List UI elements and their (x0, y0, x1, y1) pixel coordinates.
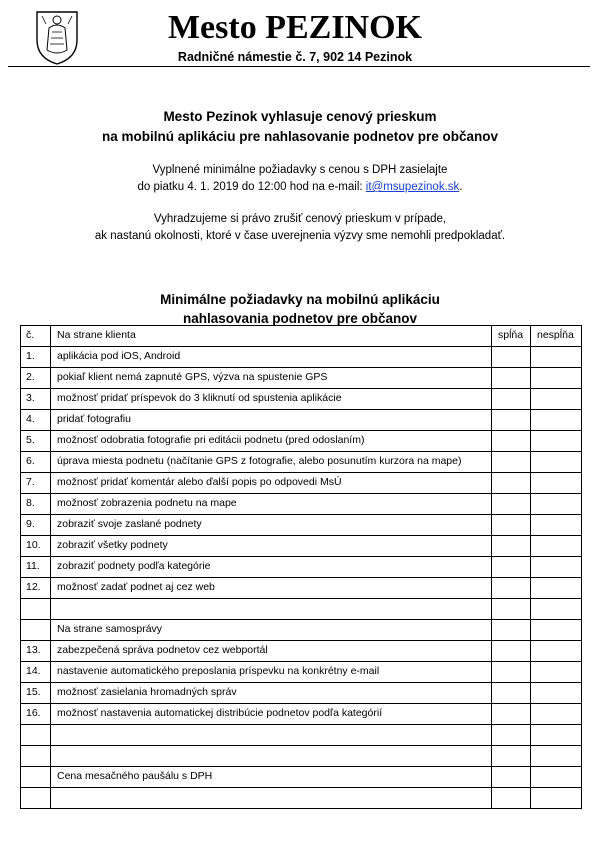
fulfills-cell[interactable] (492, 347, 531, 368)
table-row (21, 641, 582, 662)
reservation-line-2: ak nastanú okolnosti, ktoré v čase uverejnenia výzvy sme nemohli predpokladať. (94, 230, 506, 242)
row-number (21, 767, 51, 788)
row-number: 13. (21, 641, 51, 662)
row-requirement: zabezpečená správa podnetov cez webportál (51, 641, 492, 662)
row-number: 1. (21, 347, 51, 368)
fulfills-cell[interactable] (492, 788, 531, 809)
table-row (21, 473, 582, 494)
table-row (21, 704, 582, 725)
fulfills-cell[interactable] (492, 431, 531, 452)
row-number: 11. (21, 557, 51, 578)
fulfills-cell[interactable] (492, 725, 531, 746)
fulfills-cell[interactable] (492, 557, 531, 578)
table-row (21, 452, 582, 473)
table-row (21, 788, 582, 809)
row-requirement: možnosť pridať príspevok do 3 kliknutí od spustenia aplikácie (51, 389, 492, 410)
row-requirement (51, 599, 492, 620)
fulfills-cell[interactable] (492, 389, 531, 410)
row-number: 15. (21, 683, 51, 704)
row-number (21, 746, 51, 767)
not-fulfills-cell[interactable] (531, 557, 582, 578)
header-divider (8, 66, 590, 67)
table-row (21, 767, 582, 788)
not-fulfills-cell[interactable] (531, 452, 582, 473)
not-fulfills-cell[interactable] (531, 788, 582, 809)
table-row (21, 515, 582, 536)
row-number: 10. (21, 536, 51, 557)
row-requirement (51, 725, 492, 746)
submission-paragraph (20, 162, 580, 196)
row-number: 2. (21, 368, 51, 389)
row-requirement: nastavenie automatického preposlania príspevku na konkrétny e-mail (51, 662, 492, 683)
table-row (21, 494, 582, 515)
header-not-fulfills: nespĺňa (531, 326, 582, 347)
table-row (21, 536, 582, 557)
header-client-side: Na strane klienta (51, 326, 492, 347)
table-header-row (21, 326, 582, 347)
not-fulfills-cell[interactable] (531, 347, 582, 368)
table-row (21, 725, 582, 746)
requirements-title-line-1: Minimálne požiadavky na mobilnú aplikáciu (160, 292, 440, 307)
submission-line-1: Vyplnené minimálne požiadavky s cenou s DPH zasielajte (152, 164, 448, 176)
fulfills-cell[interactable] (492, 683, 531, 704)
row-requirement: možnosť zasielania hromadných správ (51, 683, 492, 704)
table-row (21, 620, 582, 641)
row-requirement: zobraziť podnety podľa kategórie (51, 557, 492, 578)
row-number: 7. (21, 473, 51, 494)
not-fulfills-cell[interactable] (531, 620, 582, 641)
header-number: č. (21, 326, 51, 347)
fulfills-cell[interactable] (492, 452, 531, 473)
not-fulfills-cell[interactable] (531, 725, 582, 746)
row-number (21, 725, 51, 746)
row-requirement: možnosť zadať podnet aj cez web (51, 578, 492, 599)
not-fulfills-cell[interactable] (531, 389, 582, 410)
fulfills-cell[interactable] (492, 704, 531, 725)
reservation-paragraph (20, 211, 580, 245)
fulfills-cell[interactable] (492, 578, 531, 599)
row-number: 9. (21, 515, 51, 536)
row-requirement: možnosť nastavenia automatickej distribúcie podnetov podľa kategórií (51, 704, 492, 725)
fulfills-cell[interactable] (492, 620, 531, 641)
not-fulfills-cell[interactable] (531, 494, 582, 515)
table-row (21, 578, 582, 599)
not-fulfills-cell[interactable] (531, 662, 582, 683)
row-number: 6. (21, 452, 51, 473)
fulfills-cell[interactable] (492, 410, 531, 431)
page-title: Mesto PEZINOK (167, 9, 423, 46)
row-requirement: pokiaľ klient nemá zapnuté GPS, výzva na spustenie GPS (51, 368, 492, 389)
row-requirement (51, 746, 492, 767)
header-fulfills: spĺňa (492, 326, 531, 347)
table-row (21, 746, 582, 767)
submission-period: . (459, 181, 463, 193)
not-fulfills-cell[interactable] (531, 431, 582, 452)
not-fulfills-cell[interactable] (531, 536, 582, 557)
requirements-title-line-2: nahlasovania podnetov pre občanov (182, 311, 418, 326)
not-fulfills-cell[interactable] (531, 473, 582, 494)
row-requirement (51, 788, 492, 809)
fulfills-cell[interactable] (492, 536, 531, 557)
table-row (21, 347, 582, 368)
table-row (21, 557, 582, 578)
table-row (21, 683, 582, 704)
not-fulfills-cell[interactable] (531, 368, 582, 389)
not-fulfills-cell[interactable] (531, 578, 582, 599)
row-requirement: pridať fotografiu (51, 410, 492, 431)
requirements-title (20, 290, 580, 328)
submission-line-2 (20, 179, 580, 196)
announcement-heading (20, 107, 580, 147)
not-fulfills-cell[interactable] (531, 704, 582, 725)
table-row (21, 599, 582, 620)
row-number (21, 620, 51, 641)
not-fulfills-cell[interactable] (531, 515, 582, 536)
fulfills-cell[interactable] (492, 767, 531, 788)
row-number: 14. (21, 662, 51, 683)
row-requirement: možnosť pridať komentár alebo ďalší popis po odpovedi MsÚ (51, 473, 492, 494)
row-requirement: zobraziť všetky podnety (51, 536, 492, 557)
not-fulfills-cell[interactable] (531, 599, 582, 620)
row-requirement: Na strane samosprávy (51, 620, 492, 641)
row-requirement: Cena mesačného paušálu s DPH (51, 767, 492, 788)
fulfills-cell[interactable] (492, 515, 531, 536)
submission-deadline-text: do piatku 4. 1. 2019 do 12:00 hod na e-mail: (137, 181, 363, 193)
announcement-line-2: na mobilnú aplikáciu pre nahlasovanie podnetov pre občanov (101, 129, 499, 144)
row-number: 5. (21, 431, 51, 452)
fulfills-cell[interactable] (492, 662, 531, 683)
not-fulfills-cell[interactable] (531, 410, 582, 431)
address: Radničné námestie č. 7, 902 14 Pezinok (177, 50, 413, 64)
row-number: 4. (21, 410, 51, 431)
city-crest-logo (34, 6, 80, 66)
fulfills-cell[interactable] (492, 494, 531, 515)
not-fulfills-cell[interactable] (531, 746, 582, 767)
table-row (21, 431, 582, 452)
table-row (21, 410, 582, 431)
fulfills-cell[interactable] (492, 746, 531, 767)
row-requirement: možnosť zobrazenia podnetu na mape (51, 494, 492, 515)
row-requirement: úprava miesta podnetu (načítanie GPS z fotografie, alebo posunutím kurzora na mape) (51, 452, 492, 473)
announcement-line-1: Mesto Pezinok vyhlasuje cenový prieskum (163, 109, 437, 124)
not-fulfills-cell[interactable] (531, 641, 582, 662)
not-fulfills-cell[interactable] (531, 683, 582, 704)
requirements-table (20, 325, 582, 809)
table-row (21, 368, 582, 389)
row-number: 12. (21, 578, 51, 599)
email-link[interactable]: it@msupezinok.sk (365, 181, 460, 193)
row-number (21, 788, 51, 809)
row-requirement: zobraziť svoje zaslané podnety (51, 515, 492, 536)
fulfills-cell[interactable] (492, 368, 531, 389)
table-row (21, 389, 582, 410)
row-requirement: možnosť odobratia fotografie pri editácii podnetu (pred odoslaním) (51, 431, 492, 452)
row-number: 16. (21, 704, 51, 725)
not-fulfills-cell[interactable] (531, 767, 582, 788)
row-number: 8. (21, 494, 51, 515)
row-number: 3. (21, 389, 51, 410)
fulfills-cell[interactable] (492, 641, 531, 662)
row-requirement: aplikácia pod iOS, Android (51, 347, 492, 368)
row-number (21, 599, 51, 620)
fulfills-cell[interactable] (492, 473, 531, 494)
table-row (21, 662, 582, 683)
reservation-line-1: Vyhradzujeme si právo zrušiť cenový prieskum v prípade, (153, 213, 447, 225)
fulfills-cell[interactable] (492, 599, 531, 620)
